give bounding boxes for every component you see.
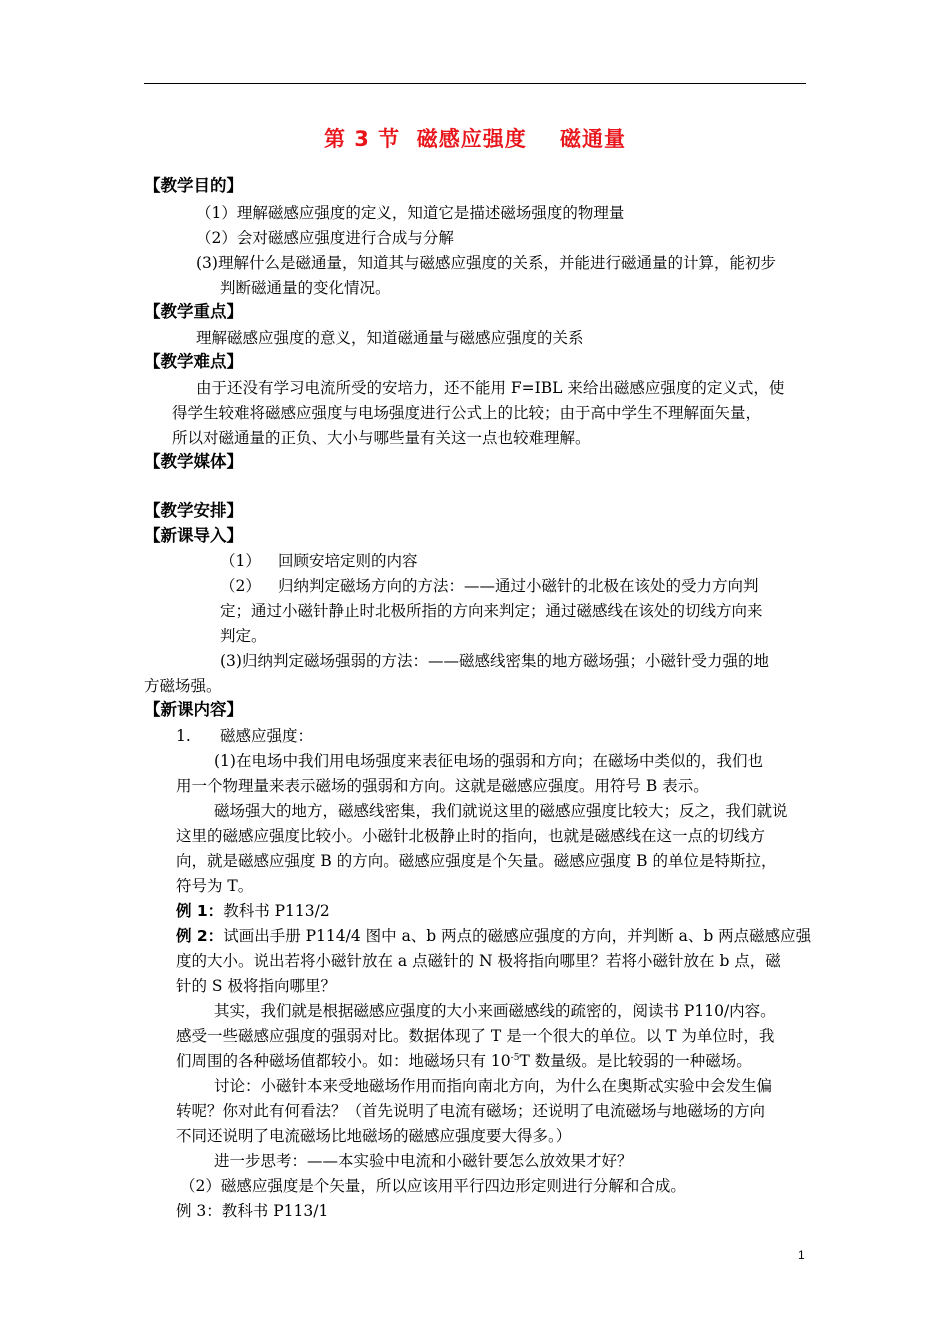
example-2-line-2: 度的大小。说出若将小磁针放在 a 点磁针的 N 极将指向哪里？若将小磁针放在 b 点，磁: [176, 952, 781, 970]
heading-media: 【教学媒体】: [144, 452, 243, 471]
difficulty-line-1: 由于还没有学习电流所受的安培力，还不能用 F=IBL 来给出磁感应强度的定义式，使: [196, 379, 785, 397]
section-1-number: 1.: [176, 727, 191, 745]
goal-1: （1）理解磁感应强度的定义，知道它是描述磁场强度的物理量: [196, 204, 625, 222]
para-1-line-1: (1)在电场中我们用电场强度来表征电场的强弱和方向；在磁场中类似的，我们也: [214, 752, 763, 770]
discussion-line-3: 不同还说明了电流磁场比地磁场的磁感应强度要大得多。）: [176, 1127, 572, 1145]
discussion-line-1: 讨论：小磁针本来受地磁场作用而指向南北方向，为什么在奥斯忒实验中会发生偏: [214, 1077, 773, 1095]
intro-2-line-2: 定；通过小磁针静止时北极所指的方向来判定；通过磁感线在该处的切线方向来: [220, 602, 763, 620]
page-title: 第 3 节 磁感应强度 磁通量: [323, 127, 627, 151]
para-3-line-3: [176, 1051, 752, 1071]
example-3: 例 3：教科书 P113/1: [176, 1202, 329, 1220]
example-1-label: 例 1：: [176, 902, 224, 920]
intro-3-line-1: (3)归纳判定磁场强弱的方法：——磁感线密集的地方磁场强；小磁针受力强的地: [220, 652, 769, 670]
example-2-line-1: [176, 926, 811, 946]
intro-2-number: （2）: [220, 577, 261, 595]
para-3-line-1: 其实，我们就是根据磁感应强度的大小来画磁感线的疏密的，阅读书 P110/内容。: [214, 1002, 776, 1020]
difficulty-line-3: 所以对磁通量的正负、大小与哪些量有关这一点也较难理解。: [172, 429, 591, 447]
example-2-line-3: 针的 S 极将指向哪里？: [176, 977, 336, 995]
heading-key-points: 【教学重点】: [144, 302, 243, 321]
exponent: -5: [510, 1053, 520, 1063]
para-2-line-2: 这里的磁感应强度比较小。小磁针北极静止时的指向，也就是磁感线在这一点的切线方: [176, 827, 766, 845]
intro-2-line-3: 判定。: [220, 627, 267, 645]
heading-difficulties: 【教学难点】: [144, 352, 243, 371]
intro-2-line-1: 归纳判定磁场方向的方法：——通过小磁针的北极在该处的受力方向判: [278, 577, 759, 595]
point-2-vector: （2）磁感应强度是个矢量，所以应该用平行四边形定则进行分解和合成。: [180, 1177, 686, 1195]
example-1-text: 教科书 P113/2: [223, 902, 330, 920]
key-point-text: 理解磁感应强度的意义，知道磁通量与磁感应强度的关系: [196, 329, 584, 347]
para-3-line-3-post: T 数量级。是比较弱的一种磁场。: [519, 1052, 752, 1070]
para-2-line-1: 磁场强大的地方，磁感线密集，我们就说这里的磁感应强度比较大；反之，我们就说: [214, 802, 788, 820]
para-2-line-4: 符号为 T。: [176, 877, 254, 895]
para-3-line-2: 感受一些磁感应强度的强弱对比。数据体现了 T 是一个很大的单位。以 T 为单位时，我: [176, 1027, 775, 1045]
example-1: [176, 901, 330, 921]
example-2-text: 试画出手册 P114/4 图中 a、b 两点的磁感应强度的方向，并判断 a、b 两点磁感应强: [223, 927, 812, 945]
further-thinking: 进一步思考：——本实验中电流和小磁针要怎么放效果才好？: [214, 1152, 633, 1170]
goal-3-line-1: (3)理解什么是磁通量，知道其与磁感应强度的关系，并能进行磁通量的计算，能初步: [196, 254, 776, 272]
para-1-line-2: 用一个物理量来表示磁场的强弱和方向。这就是磁感应强度。用符号 B 表示。: [176, 777, 709, 795]
example-2-label: 例 2：: [176, 927, 224, 945]
heading-introduction: 【新课导入】: [144, 526, 243, 545]
page-number: 1: [798, 1248, 805, 1262]
intro-1-number: （1）: [220, 552, 261, 570]
heading-new-content: 【新课内容】: [144, 700, 243, 719]
heading-arrangement: 【教学安排】: [144, 501, 243, 520]
discussion-line-2: 转呢？你对此有何看法？（首先说明了电流有磁场；还说明了电流磁场与地磁场的方向: [176, 1102, 766, 1120]
section-1-title: 磁感应强度：: [220, 727, 314, 745]
goal-2: （2）会对磁感应强度进行合成与分解: [196, 229, 454, 247]
intro-3-line-2: 方磁场强。: [144, 677, 222, 695]
para-3-line-3-pre: 们周围的各种磁场值都较小。如：地磁场只有 10: [176, 1052, 511, 1070]
header-rule: [144, 83, 806, 84]
difficulty-line-2: 得学生较难将磁感应强度与电场强度进行公式上的比较；由于高中学生不理解面矢量，: [172, 404, 762, 422]
goal-3-line-2: 判断磁通量的变化情况。: [220, 279, 391, 297]
heading-teaching-goals: 【教学目的】: [144, 176, 243, 195]
para-2-line-3: 向，就是磁感应强度 B 的方向。磁感应强度是个矢量。磁感应强度 B 的单位是特斯拉，: [176, 852, 777, 870]
intro-1-text: 回顾安培定则的内容: [278, 552, 418, 570]
